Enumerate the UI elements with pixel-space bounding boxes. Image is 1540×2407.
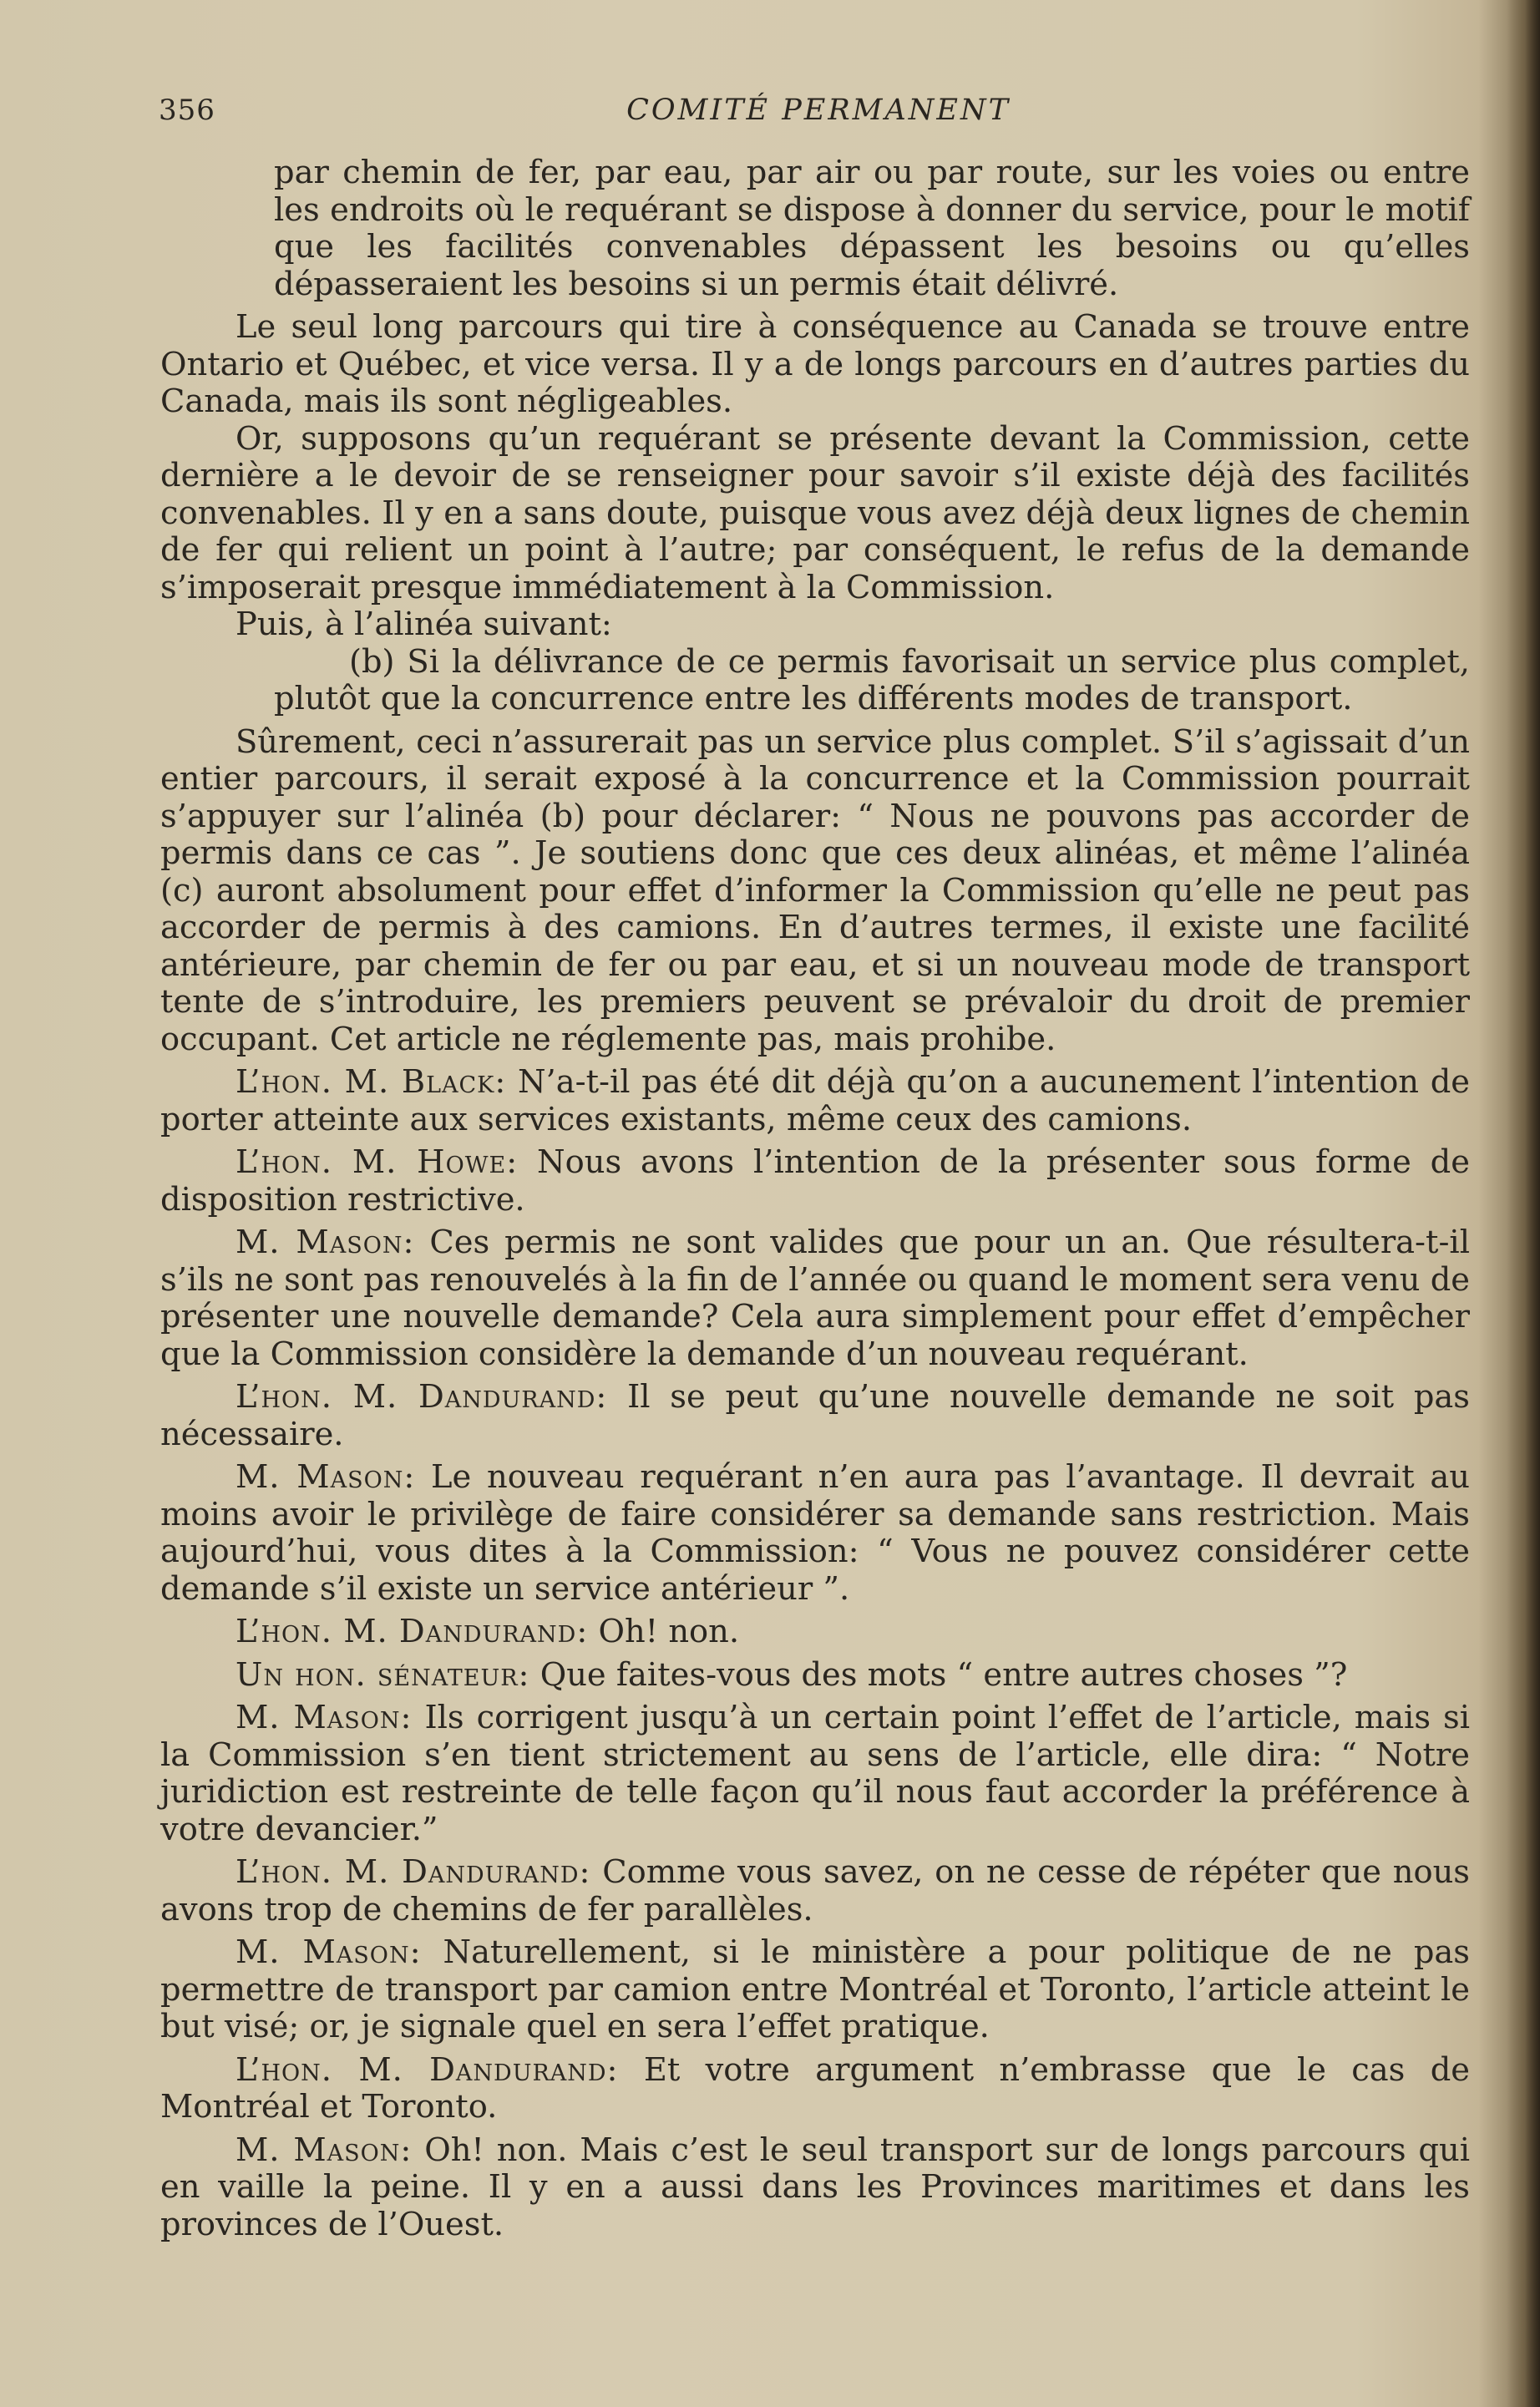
speech-text: Ils corrigent jusqu’à un certain point l’effet de l’article, mais si la Commission s’en tient strictement au sens de l’article, elle dira: “ Notre juridiction est restreinte de telle façon qu’il nous faut accorder la préférence à votre devancier.”	[160, 1699, 1470, 1848]
speech-paragraph	[160, 1934, 1470, 2046]
speech-paragraph	[160, 1379, 1470, 1453]
speaker-name: M. Mason:	[236, 1458, 416, 1496]
speech-paragraph	[160, 2052, 1470, 2126]
speech-paragraph	[160, 2132, 1470, 2244]
speaker-name: L’hon. M. Black:	[236, 1063, 507, 1101]
speech-paragraph	[160, 1700, 1470, 1848]
quoted-clause: (b) Si la délivrance de ce permis favorisait un service plus complet, plutôt que la concurrence entre les différents modes de transport.	[274, 642, 1470, 717]
speaker-name: M. Mason:	[236, 1933, 422, 1971]
speech-text: Oh! non. Mais c’est le seul transport sur de longs parcours qui en vaille la peine. Il y en a aussi dans les Provinces maritimes et dans les provinces de l’Ouest.	[160, 2131, 1470, 2243]
speaker-name: M. Mason:	[236, 2131, 413, 2169]
speaker-name: L’hon. M. Dandurand:	[236, 1853, 591, 1891]
speech-paragraph	[160, 1657, 1470, 1695]
speech-paragraph	[160, 1854, 1470, 1928]
speech-paragraph	[160, 1614, 1470, 1651]
speech-paragraph	[160, 1459, 1470, 1608]
speech-text: Ces permis ne sont valides que pour un an. Que résultera-t-il s’ils ne sont pas renouvelés à la fin de l’année ou quand le moment sera venu de présenter une nouvelle demande? Cela aura simplement pour effet d’empêcher que la Commission considère la demande d’un nouveau requérant.	[160, 1224, 1470, 1373]
speaker-name: L’hon. M. Howe:	[236, 1143, 519, 1181]
speech-text: N’a-t-il pas été dit déjà qu’on a aucunement l’intention de porter atteinte aux services existants, même ceux des camions.	[160, 1063, 1470, 1138]
speech-text: Il se peut qu’une nouvelle demande ne soit pas nécessaire.	[160, 1378, 1470, 1453]
page-header	[159, 94, 1478, 135]
speech-paragraph	[160, 1224, 1470, 1373]
speech-text: Que faites-vous des mots “ entre autres choses ”?	[540, 1655, 1348, 1694]
speech-text: Nous avons l’intention de la présenter sous forme de disposition restrictive.	[160, 1143, 1470, 1219]
body-text	[160, 155, 1470, 2249]
page-number: 356	[159, 94, 215, 127]
speaker-name: M. Mason:	[236, 1699, 413, 1736]
speech-paragraph	[160, 1064, 1470, 1138]
speech-text: Comme vous savez, on ne cesse de répéter que nous avons trop de chemins de fer parallèles.	[160, 1853, 1470, 1928]
page-edge-shadow	[1507, 0, 1540, 2407]
paragraph: Sûrement, ceci n’assurerait pas un service plus complet. S’il s’agissait d’un entier parcours, il serait exposé à la concurrence et la Commission pourrait s’appuyer sur l’alinéa (b) pour déclarer: “ Nous ne pouvons pas accorder de permis dans ce cas ”. Je soutiens donc que ces deux alinéas, et même l’alinéa (c) auront absolument pour effet d’informer la Commission qu’elle ne peut pas accorder de permis à des camions. En d’autres termes, il existe une facilité antérieure, par chemin de fer ou par eau, et si un nouveau mode de transport tente de s’introduire, les premiers peuvent se prévaloir du droit de premier occupant. Cet article ne réglemente pas, mais prohibe.	[160, 722, 1470, 1058]
paragraph: Puis, à l’alinéa suivant:	[236, 606, 612, 643]
running-title: COMITÉ PERMANENT	[626, 94, 1011, 127]
speaker-name: Un hon. sénateur:	[236, 1655, 530, 1694]
speaker-name: L’hon. M. Dandurand:	[236, 1613, 589, 1650]
speech-text: Naturellement, si le ministère a pour politique de ne pas permettre de transport par camion entre Montréal et Toronto, l’article atteint le but visé; or, je signale quel en sera l’effet pratique.	[160, 1933, 1470, 2045]
paragraph: par chemin de fer, par eau, par air ou par route, sur les voies ou entre les endroits où le requérant se dispose à donner du service, pour le motif que les facilités convenables dépassent les besoins ou qu’elles dépasseraient les besoins si un permis était délivré.	[274, 154, 1470, 303]
paragraph: Le seul long parcours qui tire à conséquence au Canada se trouve entre Ontario et Québec, et vice versa. Il y a de longs parcours en d’autres parties du Canada, mais ils sont négligeables.	[160, 308, 1470, 420]
speech-text: Le nouveau requérant n’en aura pas l’avantage. Il devrait au moins avoir le privilège de faire considérer sa demande sans restriction. Mais aujourd’hui, vous dites à la Commission: “ Vous ne pouvez considérer cette demande s’il existe un service antérieur ”.	[160, 1458, 1470, 1608]
paragraph: Or, supposons qu’un requérant se présente devant la Commission, cette dernière a le devoir de se renseigner pour savoir s’il existe déjà des facilités convenables. Il y en a sans doute, puisque vous avez déjà deux lignes de chemin de fer qui relient un point à l’autre; par conséquent, le refus de la demande s’imposerait presque immédiatement à la Commission.	[160, 419, 1470, 606]
speaker-name: L’hon. M. Dandurand:	[236, 1378, 608, 1416]
speaker-name: M. Mason:	[236, 1224, 415, 1261]
speech-text: Et votre argument n’embrasse que le cas de Montréal et Toronto.	[160, 2050, 1470, 2126]
speech-paragraph	[160, 1144, 1470, 1219]
speech-text: Oh! non.	[598, 1613, 740, 1650]
speaker-name: L’hon. M. Dandurand:	[236, 2050, 619, 2089]
